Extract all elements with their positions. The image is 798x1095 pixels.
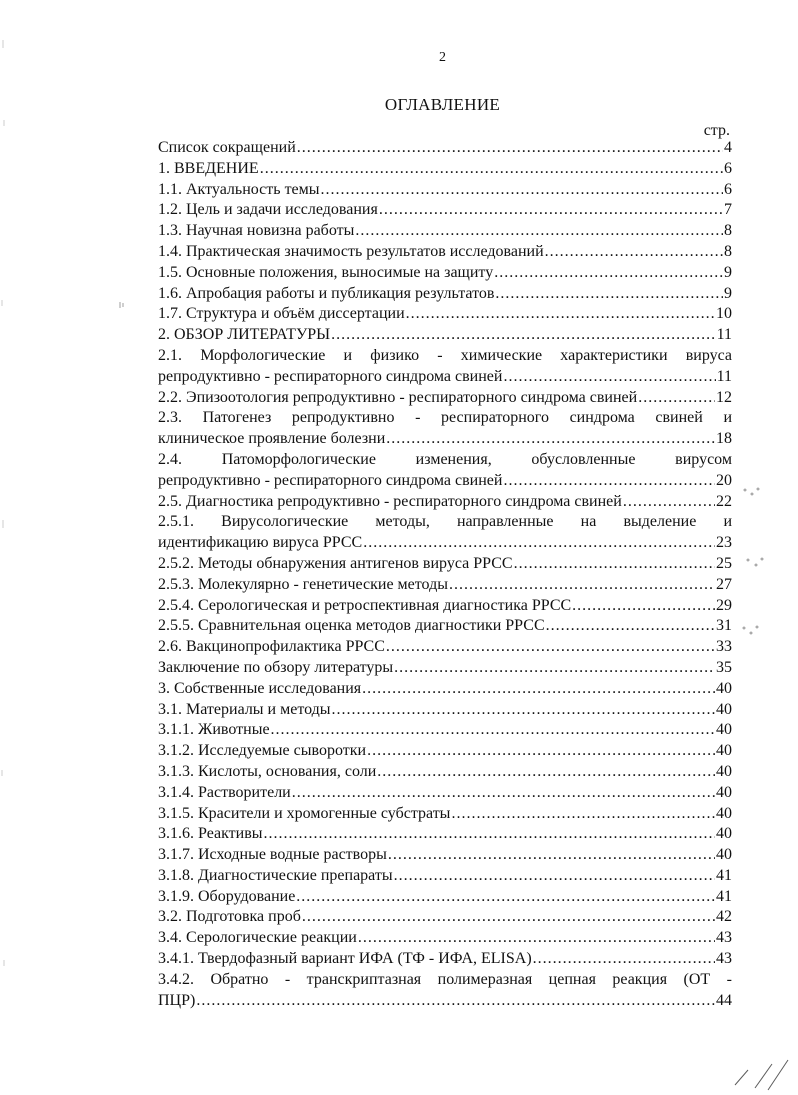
toc-leader-dots — [363, 533, 715, 554]
toc-entry-page: 6 — [724, 159, 732, 177]
toc-entry-title: Заключение по обзору литературы — [158, 658, 394, 676]
toc-entry-title: 2.5.4. Серологическая и ретроспективная диагностика РРСС — [158, 596, 572, 614]
toc-entry-page: 27 — [716, 575, 732, 593]
toc-entry — [158, 949, 732, 970]
toc-entry-title-line2: ПЦР) — [158, 991, 196, 1009]
toc-entry-page: 29 — [716, 596, 732, 614]
handwritten-strokes — [735, 1060, 788, 1090]
toc-entry — [158, 596, 732, 617]
toc-entry-title-line1: 3.4.2. Обратно - транскриптазная полимеразная цепная реакция (ОТ - — [158, 970, 732, 988]
toc-entry — [158, 512, 732, 554]
toc-entry-page: 35 — [716, 658, 732, 676]
toc-entry-title: 2.5.5. Сравнительная оценка методов диагностики РРСС — [158, 617, 545, 635]
toc-entry-title-line2: идентификацию вируса РРСС — [158, 534, 363, 552]
toc-entry-title: 3.1.4. Растворители — [158, 783, 291, 801]
toc-entry — [158, 679, 732, 700]
toc-entry-title-line2: репродуктивно - респираторного синдрома свиней — [158, 471, 503, 489]
toc-leader-dots — [394, 658, 715, 679]
table-of-contents — [158, 138, 732, 1011]
toc-entry-page: 18 — [716, 430, 732, 448]
toc-entry-title: 1.6. Апробация работы и публикация результатов — [158, 284, 495, 302]
toc-entry-title: 1.2. Цель и задачи исследования — [158, 201, 378, 219]
toc-entry — [158, 284, 732, 305]
toc-entry — [158, 637, 732, 658]
toc-leader-dots — [495, 284, 723, 305]
toc-entry — [158, 450, 732, 492]
toc-entry-page: 7 — [724, 201, 732, 219]
toc-entry-page: 40 — [716, 721, 732, 739]
toc-entry-page: 40 — [716, 742, 732, 760]
toc-entry-title: 3.1. Материалы и методы — [158, 700, 331, 718]
toc-leader-dots — [546, 616, 715, 637]
toc-leader-dots — [406, 304, 715, 325]
toc-entry-page: 9 — [724, 263, 732, 281]
toc-entry-page: 43 — [716, 950, 732, 968]
toc-leader-dots — [362, 679, 715, 700]
toc-entry-title-line1: 2.1. Морфологические и физико - химические характеристики вируса — [158, 346, 732, 364]
toc-entry — [158, 346, 732, 388]
toc-entry-title: 3.1.2. Исследуемые сыворотки — [158, 742, 367, 760]
toc-entry — [158, 762, 732, 783]
toc-leader-dots — [638, 388, 715, 409]
toc-entry — [158, 242, 732, 263]
toc-leader-dots — [451, 804, 715, 825]
toc-entry-page: 11 — [716, 367, 732, 385]
toc-entry-page: 8 — [724, 242, 732, 260]
toc-entry-title-line2: клиническое проявление болезни — [158, 430, 386, 448]
toc-entry — [158, 180, 732, 201]
toc-entry-page: 42 — [716, 908, 732, 926]
toc-entry — [158, 720, 732, 741]
toc-entry-page: 40 — [716, 679, 732, 697]
toc-entry-page: 22 — [716, 492, 732, 510]
toc-leader-dots — [377, 762, 715, 783]
toc-entry-page: 6 — [724, 180, 732, 198]
toc-leader-dots — [572, 596, 715, 617]
toc-entry-title: 3.2. Подготовка проб — [158, 908, 301, 926]
toc-entry-page: 43 — [716, 929, 732, 947]
toc-entry-title: 1.1. Актуальность темы — [158, 180, 320, 198]
toc-entry — [158, 388, 732, 409]
toc-entry-page: 11 — [716, 326, 732, 344]
toc-entry — [158, 804, 732, 825]
toc-leader-dots — [332, 700, 715, 721]
toc-entry — [158, 658, 732, 679]
toc-entry-page: 25 — [716, 554, 732, 572]
toc-entry — [158, 824, 732, 845]
toc-entry — [158, 845, 732, 866]
toc-entry-title-line1: 2.5.1. Вирусологические методы, направленные на выделение и — [158, 513, 732, 531]
toc-entry-title: 3.1.8. Диагностические препараты — [158, 866, 393, 884]
toc-entry-title: 3.1.9. Оборудование — [158, 887, 296, 905]
toc-leader-dots — [449, 575, 715, 596]
toc-entry-title: 3.1.5. Красители и хромогенные субстраты — [158, 804, 451, 822]
toc-entry — [158, 783, 732, 804]
page-number: 2 — [439, 50, 446, 65]
toc-entry-title-line2: репродуктивно - респираторного синдрома свиней — [158, 367, 503, 385]
toc-entry — [158, 159, 732, 180]
toc-leader-dots — [321, 180, 723, 201]
toc-leader-dots — [331, 325, 715, 346]
toc-leader-dots — [533, 949, 715, 970]
toc-entry-page: 20 — [716, 471, 732, 489]
toc-entry-title-line1: 2.3. Патогенез репродуктивно - респираторного синдрома свиней и — [158, 409, 732, 427]
toc-entry-title: 1.3. Научная новизна работы — [158, 222, 355, 240]
toc-leader-dots — [503, 471, 715, 492]
toc-entry-title: Список сокращений — [158, 139, 296, 156]
toc-leader-dots — [545, 242, 723, 263]
toc-entry-page: 40 — [716, 700, 732, 718]
toc-entry — [158, 887, 732, 908]
toc-entry-title: 3.1.6. Реактивы — [158, 825, 263, 843]
toc-entry-title: 3.4. Серологические реакции — [158, 929, 357, 947]
toc-leader-dots — [367, 741, 715, 762]
toc-entry-title: 3.1.7. Исходные водные растворы — [158, 846, 387, 864]
page-column-label: стр. — [703, 122, 730, 139]
toc-entry — [158, 700, 732, 721]
toc-entry — [158, 928, 732, 949]
toc-leader-dots — [296, 887, 715, 908]
toc-entry-page: 40 — [716, 825, 732, 843]
toc-leader-dots — [379, 200, 723, 221]
toc-leader-dots — [388, 845, 715, 866]
toc-entry-page: 40 — [716, 762, 732, 780]
toc-entry-page: 41 — [716, 866, 732, 884]
toc-entry-page: 33 — [716, 638, 732, 656]
toc-entry-title: 3.1.3. Кислоты, основания, соли — [158, 762, 377, 780]
toc-entry — [158, 575, 732, 596]
toc-entry — [158, 304, 732, 325]
toc-leader-dots — [355, 221, 723, 242]
toc-entry-title: 1.4. Практическая значимость результатов исследований — [158, 242, 544, 260]
toc-leader-dots — [494, 263, 723, 284]
toc-entry-title: 3. Собственные исследования — [158, 679, 362, 697]
toc-entry — [158, 616, 732, 637]
toc-entry-title-line1: 2.4. Патоморфологические изменения, обусловленные вирусом — [158, 450, 732, 468]
toc-entry-page: 9 — [724, 284, 732, 302]
toc-entry-page: 12 — [716, 388, 732, 406]
toc-leader-dots — [503, 367, 715, 388]
toc-entry-page: 10 — [716, 305, 732, 323]
scan-noise-left — [2, 40, 4, 966]
toc-entry-title: 2. ОБЗОР ЛИТЕРАТУРЫ — [158, 326, 331, 344]
toc-entry-title: 2.5.3. Молекулярно - генетические методы — [158, 575, 448, 593]
toc-leader-dots — [623, 492, 715, 513]
toc-entry-title: 2.5. Диагностика репродуктивно - респираторного синдрома свиней — [158, 492, 622, 510]
toc-leader-dots — [386, 429, 715, 450]
toc-entry — [158, 907, 732, 928]
toc-entry — [158, 221, 732, 242]
toc-entry-page: 23 — [716, 534, 732, 552]
toc-entry-title: 2.2. Эпизоотология репродуктивно - респираторного синдрома свиней — [158, 388, 638, 406]
toc-entry-title: 3.1.1. Животные — [158, 721, 270, 739]
toc-leader-dots — [196, 991, 715, 1012]
toc-entry-page: 4 — [724, 139, 732, 156]
toc-entry — [158, 325, 732, 346]
toc-leader-dots — [386, 637, 715, 658]
toc-leader-dots — [292, 783, 715, 804]
toc-leader-dots — [358, 928, 715, 949]
toc-leader-dots — [264, 824, 715, 845]
toc-entry-title: 1.5. Основные положения, выносимые на защиту — [158, 263, 494, 281]
toc-entry-page: 40 — [716, 783, 732, 801]
toc-entry — [158, 741, 732, 762]
toc-entry — [158, 263, 732, 284]
toc-entry-page: 44 — [716, 991, 732, 1009]
toc-entry-title: 1. ВВЕДЕНИЕ — [158, 159, 259, 177]
toc-entry-title: 2.6. Вакцинопрофилактика РРСС — [158, 638, 385, 656]
toc-entry-page: 40 — [716, 846, 732, 864]
toc-entry-title: 1.7. Структура и объём диссертации — [158, 305, 405, 323]
toc-entry — [158, 138, 732, 159]
toc-entry — [158, 408, 732, 450]
toc-entry — [158, 492, 732, 513]
toc-leader-dots — [302, 907, 715, 928]
toc-entry-title: 3.4.1. Твердофазный вариант ИФА (ТФ - ИФА, ELISA) — [158, 950, 532, 968]
toc-leader-dots — [260, 159, 723, 180]
toc-leader-dots — [514, 554, 715, 575]
toc-entry-page: 8 — [724, 222, 732, 240]
toc-entry — [158, 554, 732, 575]
toc-leader-dots — [297, 138, 723, 159]
toc-entry — [158, 866, 732, 887]
toc-entry-page: 40 — [716, 804, 732, 822]
toc-title: ОГЛАВЛЕНИЕ — [384, 95, 501, 114]
toc-leader-dots — [271, 720, 715, 741]
toc-entry-page: 31 — [716, 617, 732, 635]
toc-entry — [158, 970, 732, 1012]
toc-entry-title: 2.5.2. Методы обнаружения антигенов вируса РРСС — [158, 554, 513, 572]
toc-entry-page: 41 — [716, 887, 732, 905]
toc-leader-dots — [394, 866, 715, 887]
toc-entry — [158, 200, 732, 221]
